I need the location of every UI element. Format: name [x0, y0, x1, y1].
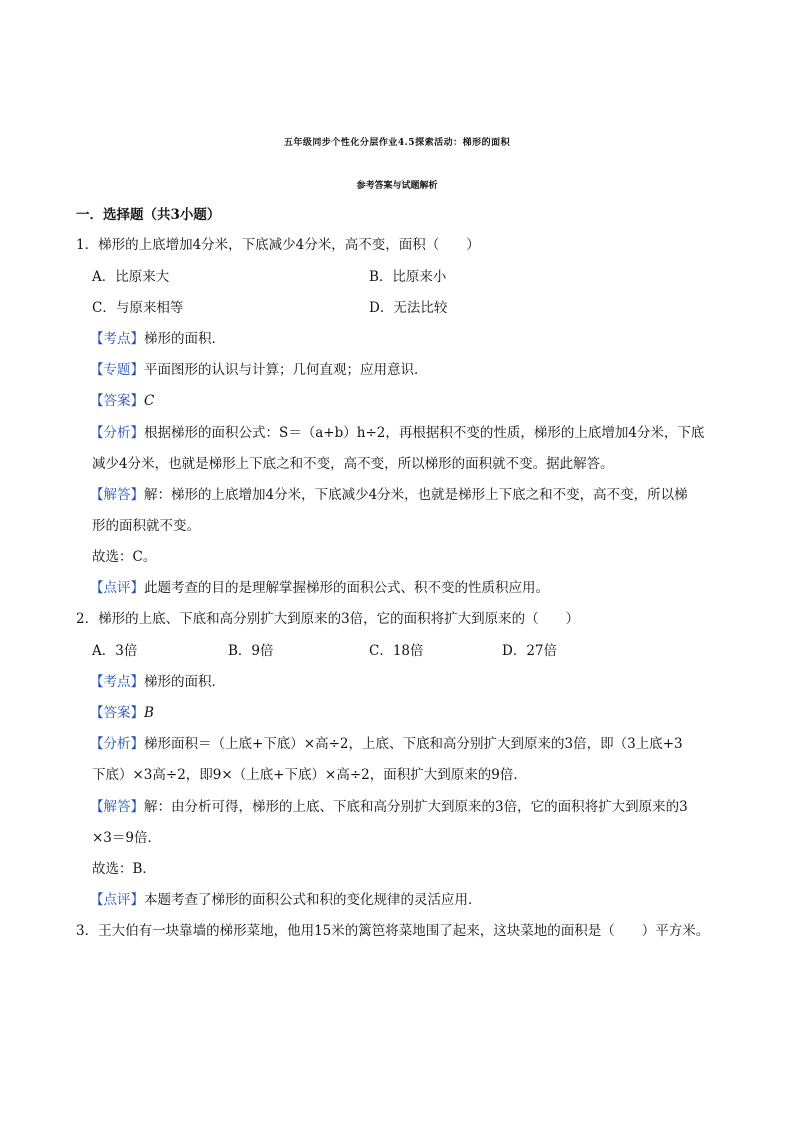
q2-fenxi [90, 734, 683, 754]
q2-option-a: A．3倍 [92, 643, 138, 659]
q1-kaodian [90, 329, 225, 349]
q2-option-c: C．18倍 [369, 643, 424, 659]
q1-zhuanti-text: 平面图形的认识与计算；几何直观；应用意识． [144, 362, 428, 378]
daan-tag: 【答案】 [90, 705, 144, 721]
q1-jieda-line1: 解：梯形的上底增加4分米，下底减少4分米，也就是梯形上下底之和不变，高不变，所以梯 [144, 487, 688, 503]
q1-option-a: A．比原来大 [92, 269, 170, 285]
q2-option-d: D．27倍 [502, 643, 558, 659]
jieda-tag: 【解答】 [90, 799, 144, 815]
q2-jieda-line2: ×3＝9倍． [92, 830, 161, 846]
page-subtitle: 参考答案与试题解析 [356, 181, 438, 191]
q1-fenxi-line1: 根据梯形的面积公式：S＝（a+b）h÷2，再根据积不变的性质，梯形的上底增加4分米，下底 [144, 425, 705, 441]
q1-stem: 1．梯形的上底增加4分米，下底减少4分米，高不变，面积（ ） [76, 237, 480, 253]
q2-jieda [90, 797, 688, 817]
dianping-tag: 【点评】 [90, 580, 144, 596]
q2-choice: 故选：B． [92, 861, 156, 877]
q1-jieda [90, 485, 688, 505]
q1-option-d: D．无法比较 [369, 300, 448, 316]
q2-option-b: B．9倍 [228, 643, 274, 659]
q1-fenxi [90, 423, 704, 443]
q2-stem: 2．梯形的上底、下底和高分别扩大到原来的3倍，它的面积将扩大到原来的（ ） [76, 611, 580, 627]
fenxi-tag: 【分析】 [90, 425, 144, 441]
q1-dianping-text: 此题考查的目的是理解掌握梯形的面积公式、积不变的性质积应用。 [144, 580, 549, 596]
zhuanti-tag: 【专题】 [90, 362, 144, 378]
q1-dianping [90, 578, 549, 598]
kaodian-tag: 【考点】 [90, 674, 144, 690]
q1-jieda-line2: 形的面积就不变。 [92, 518, 200, 534]
q1-option-b: B．比原来小 [369, 269, 447, 285]
dianping-tag: 【点评】 [90, 892, 144, 908]
q1-choice: 故选：C。 [92, 549, 157, 565]
q1-daan-text: C [144, 393, 155, 409]
q1-option-c: C．与原来相等 [92, 300, 184, 316]
q2-daan-text: B [144, 705, 154, 721]
q2-jieda-line1: 解：由分析可得，梯形的上底、下底和高分别扩大到原来的3倍，它的面积将扩大到原来的3 [144, 799, 688, 815]
q1-daan [90, 391, 154, 411]
jieda-tag: 【解答】 [90, 487, 144, 503]
q2-dianping-text: 本题考查了梯形的面积公式和积的变化规律的灵活应用． [144, 892, 482, 908]
fenxi-tag: 【分析】 [90, 736, 144, 752]
q1-kaodian-text: 梯形的面积． [144, 331, 225, 347]
q1-zhuanti [90, 360, 428, 380]
daan-tag: 【答案】 [90, 393, 144, 409]
q2-dianping [90, 890, 482, 910]
q2-daan [90, 703, 154, 723]
q2-fenxi-line1: 梯形面积＝（上底+下底）×高÷2，上底、下底和高分别扩大到原来的3倍，即（3上底+3 [144, 736, 683, 752]
q2-kaodian [90, 672, 225, 692]
q2-fenxi-line2: 下底）×3高÷2，即9×（上底+下底）×高÷2，面积扩大到原来的9倍． [92, 767, 527, 783]
page-title: 五年级同步个性化分层作业4.5探索活动：梯形的面积 [283, 138, 511, 148]
kaodian-tag: 【考点】 [90, 331, 144, 347]
q3-stem: 3．王大伯有一块靠墙的梯形菜地，他用15米的篱笆将菜地围了起来，这块菜地的面积是（ ）平方米。 [76, 923, 710, 939]
q2-kaodian-text: 梯形的面积． [144, 674, 225, 690]
section-heading: 一．选择题（共3小题） [76, 207, 221, 223]
q1-fenxi-line2: 减少4分米，也就是梯形上下底之和不变，高不变，所以梯形的面积就不变。据此解答。 [92, 456, 614, 472]
